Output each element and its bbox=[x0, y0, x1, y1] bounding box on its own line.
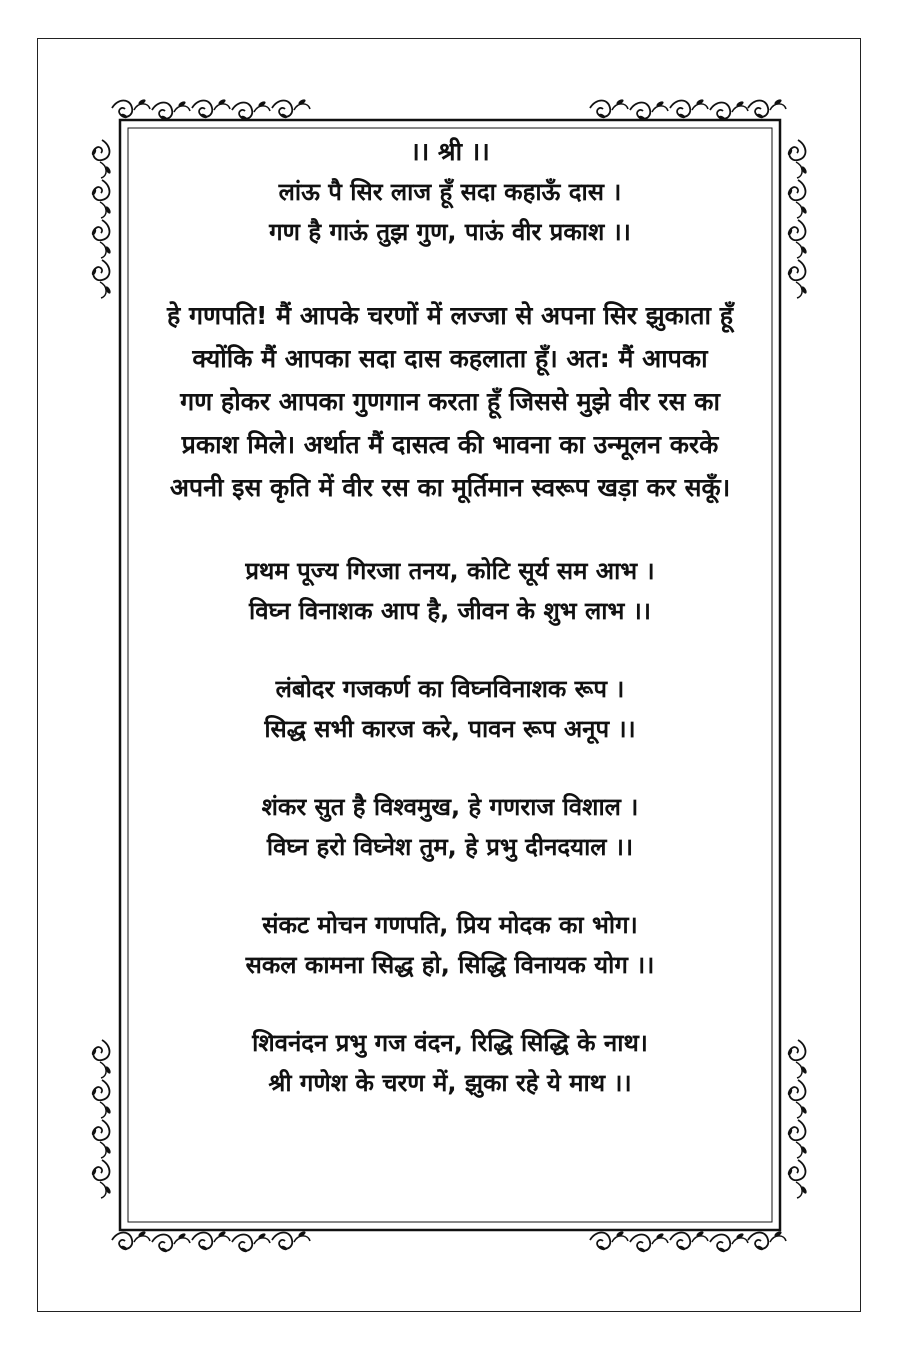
explanation-line: प्रकाश मिले। अर्थात मैं दासत्व की भावना का उन्मूलन करके bbox=[181, 430, 719, 459]
doha-2 bbox=[130, 669, 770, 749]
doha-line: गण है गाऊं तुझ गुण, पाऊं वीर प्रकाश ।। bbox=[269, 218, 631, 246]
doha-line: शिवनंदन प्रभु गज वंदन, रिद्धि सिद्धि के नाथ। bbox=[252, 1029, 648, 1057]
doha-line: विघ्न विनाशक आप है, जीवन के शुभ लाभ ।। bbox=[249, 597, 651, 625]
doha-3 bbox=[130, 787, 770, 867]
doha-line: लांऊ पै सिर लाज हूँ सदा कहाऊँ दास । bbox=[278, 178, 622, 206]
bottom-ornament bbox=[112, 1230, 786, 1253]
doha-line: लंबोदर गजकर्ण का विघ्नविनाशक रूप । bbox=[275, 675, 625, 703]
doha-line: संकट मोचन गणपति, प्रिय मोदक का भोग। bbox=[262, 911, 638, 939]
opening-doha bbox=[130, 172, 770, 252]
doha-line: प्रथम पूज्य गिरजा तनय, कोटि सूर्य सम आभ । bbox=[245, 557, 655, 585]
right-ornament bbox=[787, 140, 808, 1198]
doha-line: शंकर सुत है विश्वमुख, हे गणराज विशाल । bbox=[261, 793, 639, 821]
doha-4 bbox=[130, 905, 770, 985]
doha-line: श्री गणेश के चरण में, झुका रहे ये माथ ।। bbox=[268, 1069, 632, 1097]
doha-5 bbox=[130, 1023, 770, 1103]
left-ornament bbox=[91, 140, 112, 1198]
explanation-line: गण होकर आपका गुणगान करता हूँ जिससे मुझे वीर रस का bbox=[180, 387, 720, 416]
explanation-line: क्योंकि मैं आपका सदा दास कहलाता हूँ। अत: मैं आपका bbox=[192, 344, 708, 373]
explanation-line: हे गणपति! मैं आपके चरणों में लज्जा से अपना सिर झुकाता हूँ bbox=[167, 301, 733, 330]
doha-line: सिद्ध सभी कारज करे, पावन रूप अनूप ।। bbox=[264, 715, 636, 743]
doha-1 bbox=[130, 551, 770, 631]
explanation-line: अपनी इस कृति में वीर रस का मूर्तिमान स्वरूप खड़ा कर सकूँ। bbox=[169, 473, 731, 502]
heading-shri: ।। श्री ।। bbox=[410, 137, 490, 166]
poem-content bbox=[130, 132, 770, 1103]
top-ornament bbox=[112, 98, 786, 121]
doha-line: सकल कामना सिद्ध हो, सिद्धि विनायक योग ।। bbox=[245, 951, 655, 979]
doha-line: विघ्न हरो विघ्नेश तुम, हे प्रभु दीनदयाल ।। bbox=[266, 833, 634, 861]
explanation-paragraph bbox=[130, 294, 770, 509]
